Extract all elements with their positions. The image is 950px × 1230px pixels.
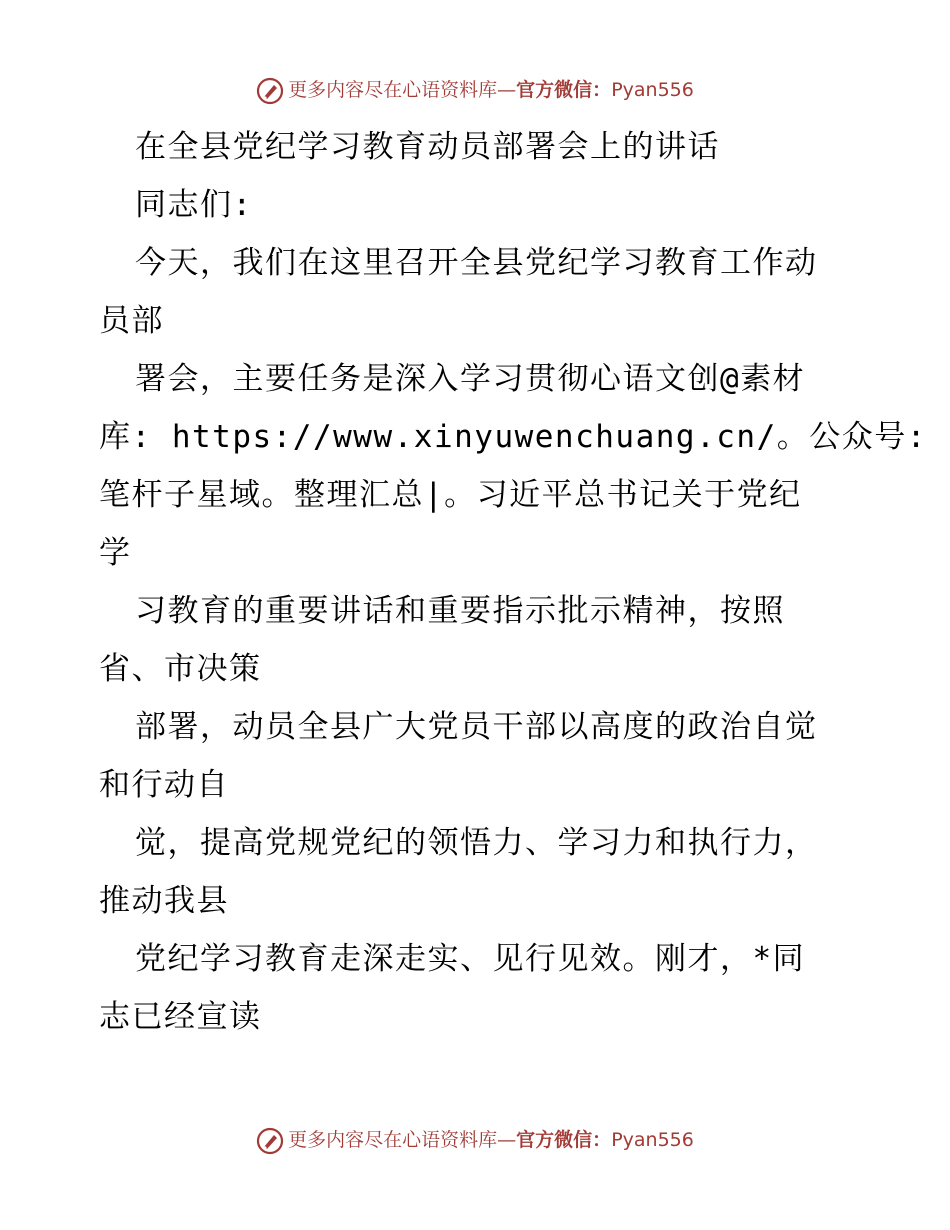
doc-line: 库: https://www.xinyuwenchuang.cn/。公众号: (99, 419, 927, 455)
doc-line: 笔杆子星域。整理汇总|。习近平总书记关于党纪 (99, 477, 802, 513)
doc-line: 推动我县 (99, 883, 229, 919)
doc-line: 部署，动员全县广大党员干部以高度的政治自觉 (135, 709, 818, 745)
banner-wechat-label: 官方微信： (516, 1129, 612, 1151)
doc-line: 和行动自 (99, 767, 229, 803)
doc-line: 署会，主要任务是深入学习贯彻心语文创@素材 (135, 361, 806, 397)
header-banner (0, 77, 950, 105)
banner-wechat-label: 官方微信： (516, 79, 612, 101)
banner-dash: — (497, 1129, 517, 1151)
doc-line: 学 (99, 535, 132, 571)
doc-line: 志已经宣读 (99, 999, 262, 1035)
pen-logo-icon (256, 1127, 284, 1155)
banner-text: 更多内容尽在心语资料库 (288, 79, 498, 101)
doc-line: 同志们: (135, 187, 253, 223)
doc-title: 在全县党纪学习教育动员部署会上的讲话 (135, 129, 720, 165)
footer-banner (0, 1127, 950, 1155)
doc-line: 员部 (99, 303, 164, 339)
banner-wechat-id: Pyan556 (611, 79, 694, 101)
doc-line: 党纪学习教育走深走实、见行见效。刚才，*同 (135, 941, 806, 977)
doc-line: 习教育的重要讲话和重要指示批示精神，按照 (135, 593, 785, 629)
doc-line: 省、市决策 (99, 651, 262, 687)
banner-wechat-id: Pyan556 (611, 1129, 694, 1151)
document-body (99, 123, 927, 1051)
banner-text: 更多内容尽在心语资料库 (288, 1129, 498, 1151)
doc-line: 今天，我们在这里召开全县党纪学习教育工作动 (135, 245, 818, 281)
pen-logo-icon (256, 77, 284, 105)
doc-line: 觉，提高党规党纪的领悟力、学习力和执行力， (135, 825, 818, 861)
banner-dash: — (497, 79, 517, 101)
